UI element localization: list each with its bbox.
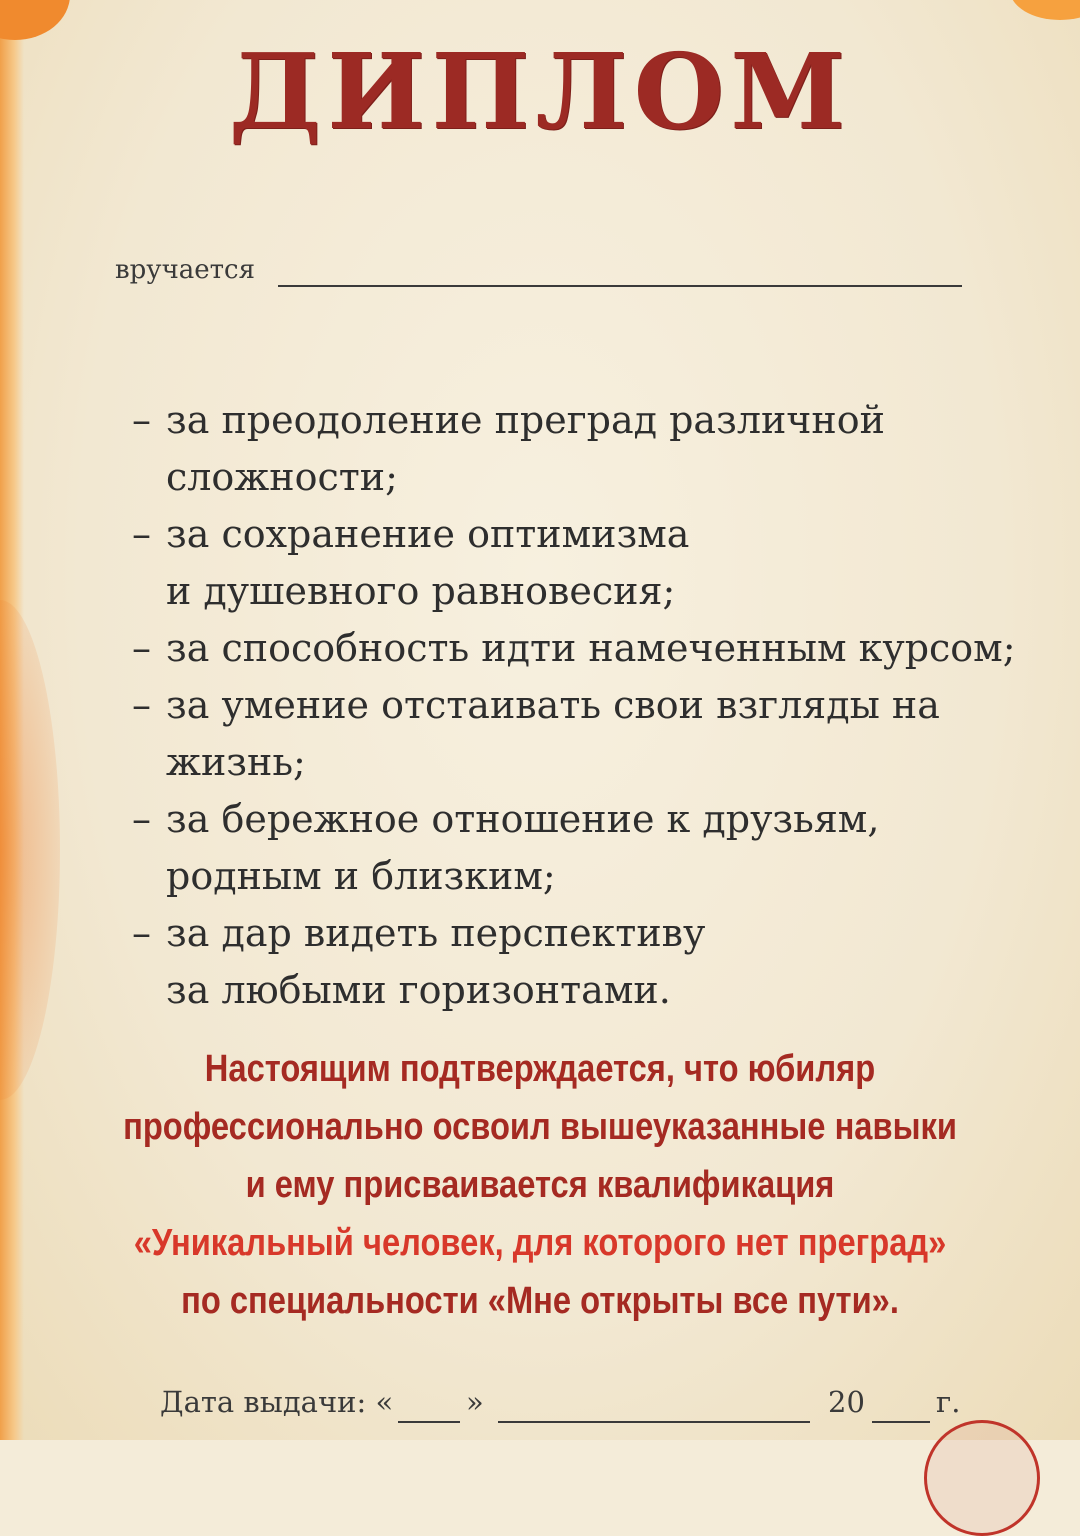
list-dash: – <box>132 911 151 955</box>
reason-line: родным и близким; <box>166 854 556 898</box>
seal-emblem <box>924 1420 1040 1536</box>
confirmation-line-5: по специальности «Мне открыты все пути». <box>181 1280 899 1322</box>
reason-line: за сохранение оптимизма <box>166 512 690 556</box>
corner-ornament-top-right <box>1010 0 1080 20</box>
issue-date-row <box>160 1385 980 1435</box>
reason-item <box>132 905 1072 1019</box>
list-dash: – <box>132 683 151 727</box>
qualification-title: «Уникальный человек, для которого нет преград» <box>133 1222 947 1264</box>
confirmation-line-2: профессионально освоил вышеуказанные навыки <box>123 1106 957 1148</box>
year-suffix: г. <box>936 1385 961 1419</box>
recipient-name-line <box>278 285 962 287</box>
awarded-label: вручается <box>115 255 256 285</box>
list-dash: – <box>132 512 151 556</box>
list-dash: – <box>132 797 151 841</box>
date-quote-close: » <box>466 1385 484 1419</box>
reason-item <box>132 791 1072 905</box>
reason-item <box>132 677 1072 791</box>
year-prefix: 20 <box>828 1385 865 1419</box>
confirmation-text <box>76 1040 1005 1330</box>
confirmation-line-3: и ему присваивается квалификация <box>245 1164 835 1206</box>
reason-line: за бережное отношение к друзьям, <box>166 797 880 841</box>
issue-date-label: Дата выдачи: « <box>160 1385 394 1419</box>
reason-line: сложности; <box>166 455 398 499</box>
reason-line: за способность идти намеченным курсом; <box>166 626 1016 670</box>
reason-line: за дар видеть перспективу <box>166 911 706 955</box>
reason-line: за умение отстаивать свои взгляды на жизнь; <box>166 683 940 784</box>
list-dash: – <box>132 626 151 670</box>
reason-item <box>132 392 1072 506</box>
diploma-title: ДИПЛОМ <box>228 30 852 153</box>
reason-item <box>132 506 1072 620</box>
left-glow-decoration <box>0 600 60 1100</box>
month-blank-line <box>498 1421 810 1423</box>
reasons-list <box>132 392 1072 1019</box>
year-blank-line <box>872 1421 930 1423</box>
reason-line: за любыми горизонтами. <box>166 968 671 1012</box>
confirmation-line-1: Настоящим подтверждается, что юбиляр <box>204 1048 876 1090</box>
reason-line: за преодоление преград различной <box>166 398 885 442</box>
day-blank-line <box>398 1421 460 1423</box>
list-dash: – <box>132 398 151 442</box>
reason-line: и душевного равновесия; <box>166 569 676 613</box>
reason-item <box>132 620 1072 677</box>
